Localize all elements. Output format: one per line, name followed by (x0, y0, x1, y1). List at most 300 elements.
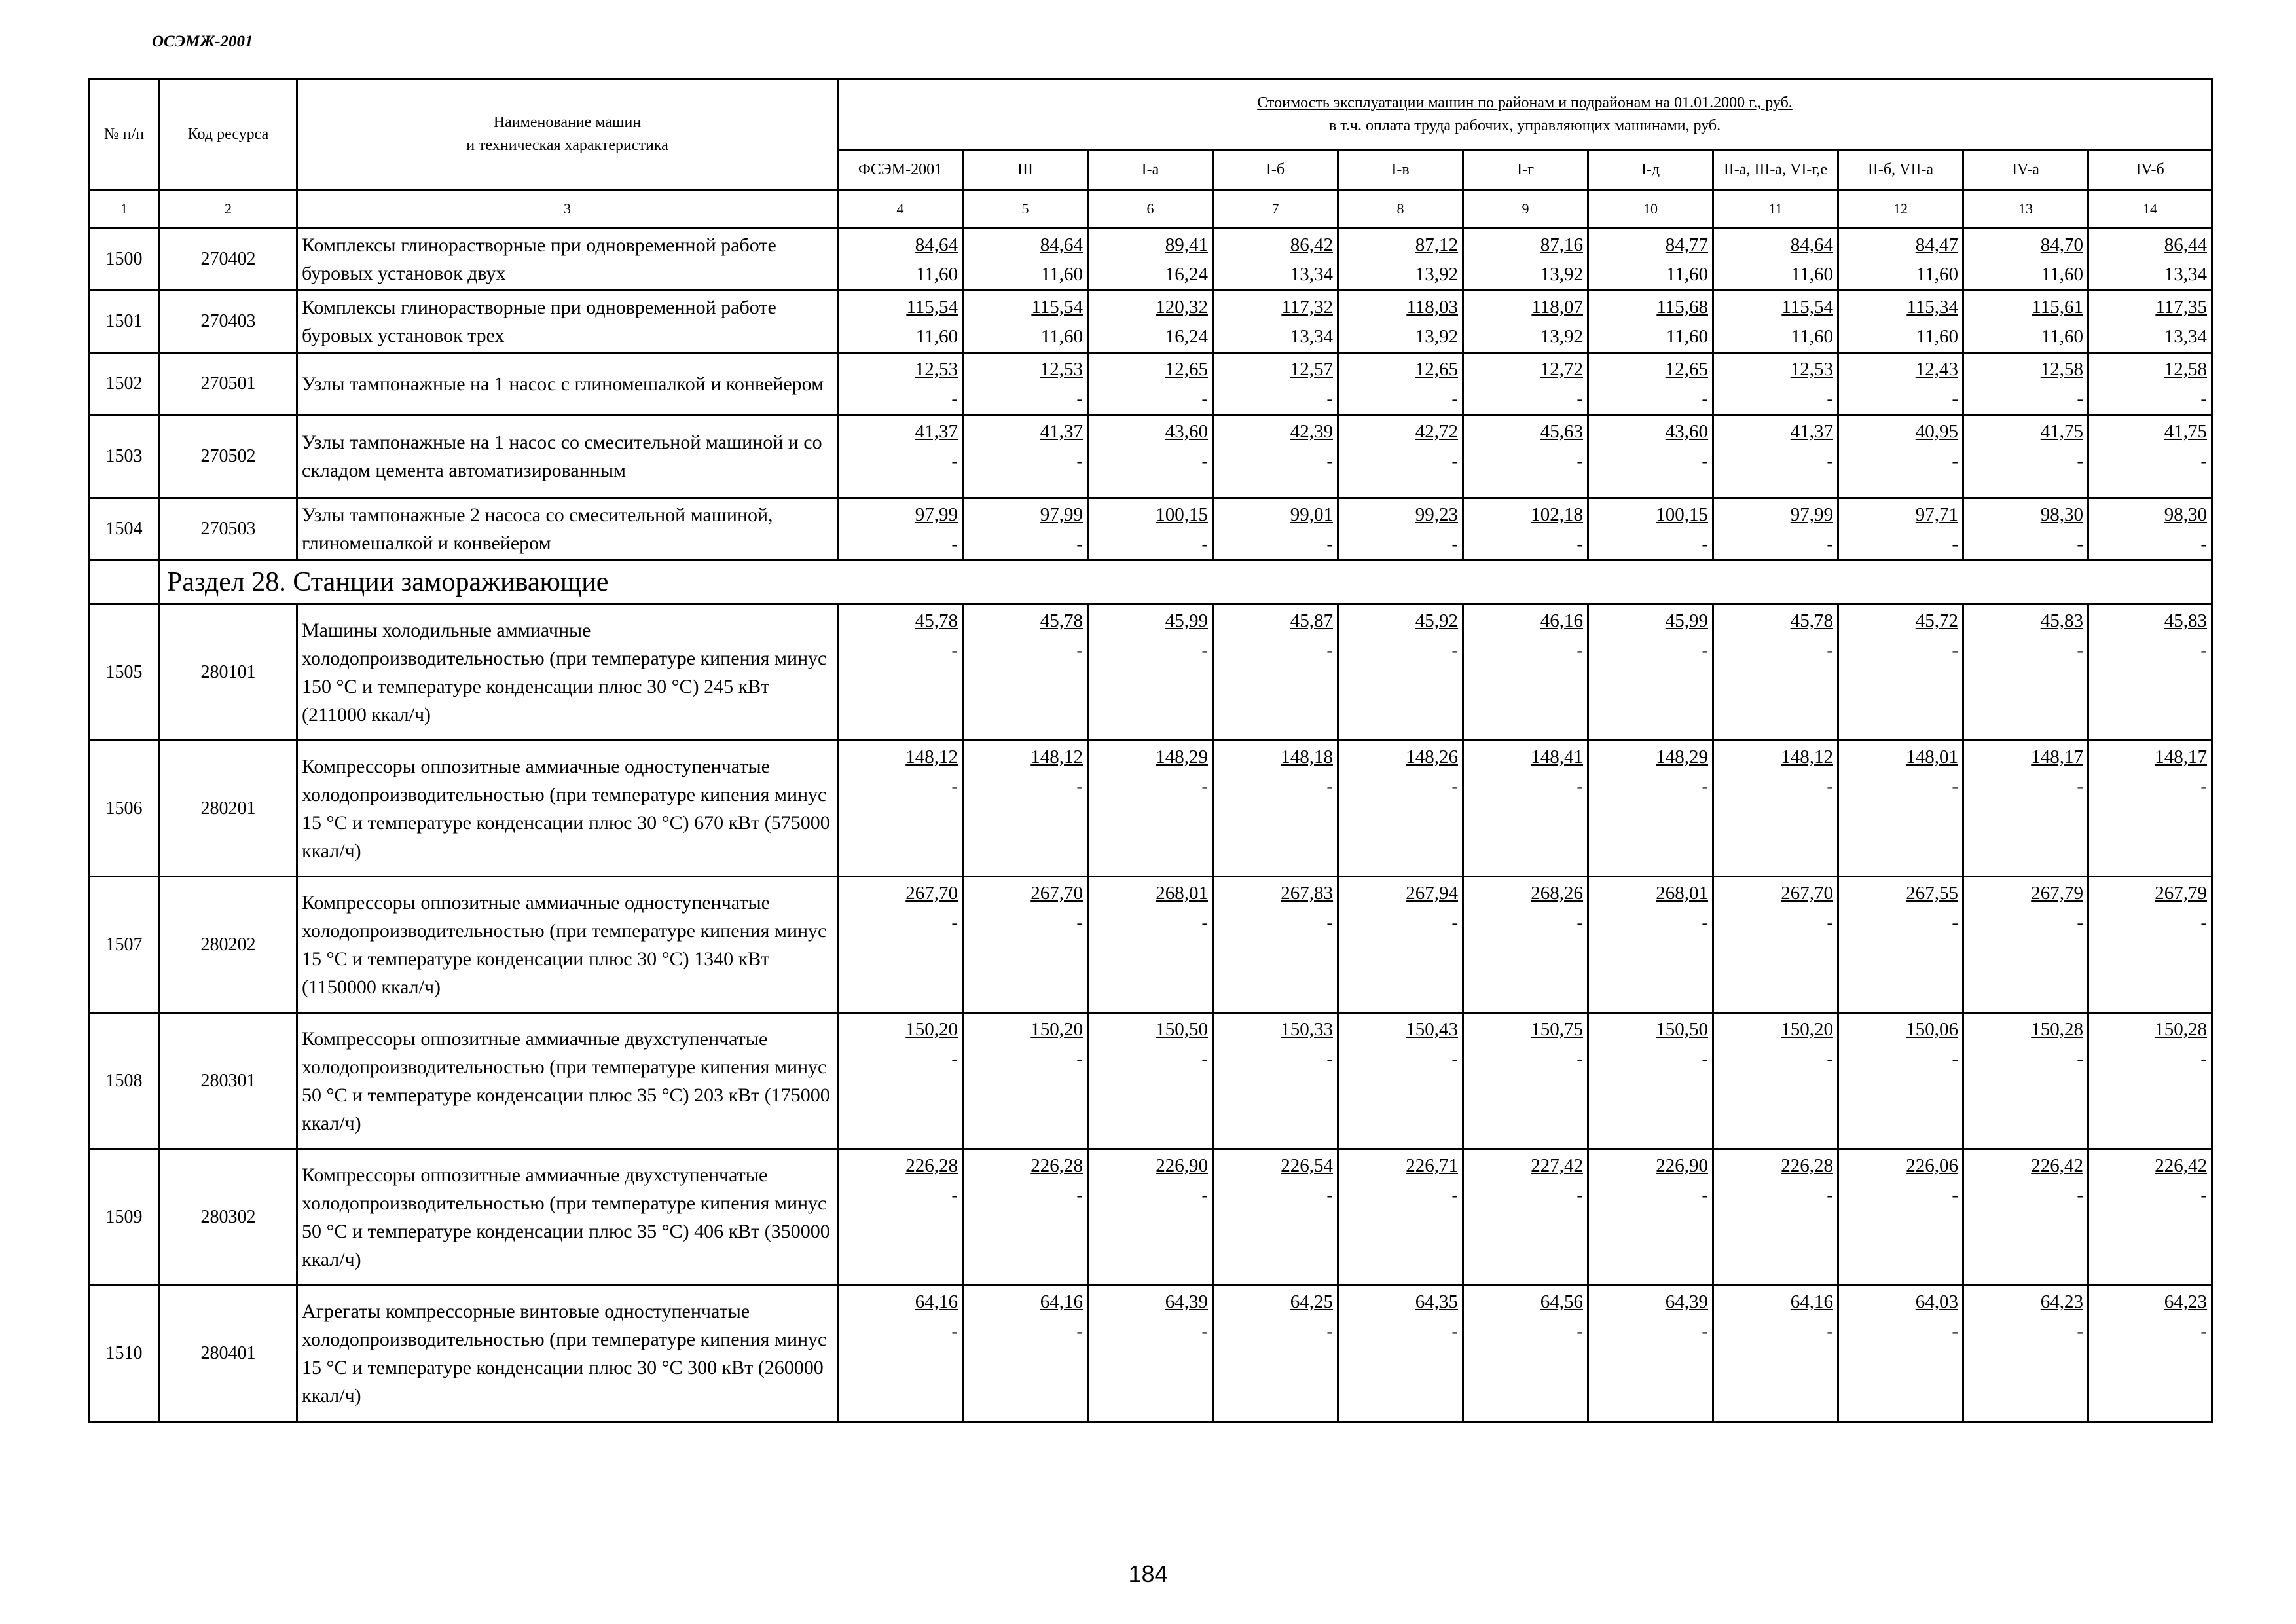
cost-cell (1463, 877, 1588, 1013)
resource-code: 270501 (160, 353, 297, 415)
header-no: № п/п (89, 79, 160, 190)
labor-cost-value: - (1576, 1048, 1583, 1069)
cost-value: 267,79 (2155, 883, 2208, 904)
cost-cell (1838, 877, 1963, 1013)
header-name-line1: Наименование машин (493, 114, 642, 132)
cost-cell (1588, 353, 1713, 415)
cost-value: 226,54 (1281, 1155, 1333, 1176)
document-code: ОСЭМЖ-2001 (152, 33, 253, 50)
cost-value: 64,23 (2040, 1291, 2083, 1312)
cost-value: 148,26 (1406, 747, 1458, 767)
labor-cost-value: - (1827, 912, 1833, 933)
cost-value: 226,90 (1656, 1155, 1708, 1176)
cost-cell (1713, 1285, 1838, 1422)
labor-cost-value: - (1201, 912, 1208, 933)
cost-cell (1088, 877, 1213, 1013)
cost-value: 64,25 (1290, 1291, 1333, 1312)
cost-cell (1088, 1285, 1213, 1422)
labor-cost-value: - (1201, 1321, 1208, 1342)
machine-name: Узлы тампонажные 2 насоса со смесительной машиной, глиномешалкой и конвейером (297, 498, 838, 561)
cost-cell (838, 741, 963, 877)
labor-cost-value: - (2077, 912, 2083, 933)
cost-value: 87,16 (1540, 234, 1583, 255)
cost-value: 97,99 (1040, 504, 1083, 525)
cost-value: 100,15 (1656, 504, 1708, 525)
cost-value: 115,34 (1906, 297, 1958, 318)
table-row (89, 604, 2212, 741)
cost-cell (1963, 291, 2088, 353)
cost-value: 41,75 (2164, 421, 2208, 442)
labor-cost-value: 11,60 (1666, 326, 1708, 347)
cost-value: 84,47 (1915, 234, 1958, 255)
resource-code: 280401 (160, 1285, 297, 1422)
cost-cell (2088, 229, 2212, 291)
resource-code: 280202 (160, 877, 297, 1013)
cost-cell (1463, 1285, 1588, 1422)
cost-value: 148,29 (1656, 747, 1708, 767)
cost-value: 150,33 (1281, 1019, 1333, 1040)
cost-cell (1838, 415, 1963, 498)
cost-cell (1338, 498, 1463, 561)
labor-cost-value: - (1576, 640, 1583, 661)
cost-value: 12,58 (2040, 359, 2083, 380)
cost-value: 148,12 (1030, 747, 1083, 767)
column-number: 8 (1338, 190, 1463, 229)
resource-code: 270503 (160, 498, 297, 561)
cost-cell (1338, 229, 1463, 291)
cost-value: 267,94 (1406, 883, 1458, 904)
labor-cost-value: - (1827, 451, 1833, 471)
table-row (89, 353, 2212, 415)
cost-value: 117,35 (2155, 297, 2208, 318)
cost-value: 118,03 (1406, 297, 1458, 318)
cost-cell (963, 291, 1088, 353)
labor-cost-value: - (1952, 1321, 1958, 1342)
row-number: 1504 (89, 498, 160, 561)
cost-cell (963, 1285, 1088, 1422)
cost-value: 115,68 (1656, 297, 1708, 318)
cost-cell (1213, 353, 1338, 415)
labor-cost-value: - (1201, 1185, 1208, 1206)
cost-value: 118,07 (1531, 297, 1583, 318)
cost-value: 268,01 (1656, 883, 1708, 904)
table-row (89, 415, 2212, 498)
labor-cost-value: - (951, 1185, 958, 1206)
cost-value: 98,30 (2040, 504, 2083, 525)
labor-cost-value: - (1827, 534, 1833, 555)
cost-value: 89,41 (1165, 234, 1208, 255)
cost-cell (1588, 229, 1713, 291)
labor-cost-value: - (1702, 912, 1708, 933)
region-header: I-д (1588, 150, 1713, 190)
labor-cost-value: - (1076, 776, 1083, 797)
labor-cost-value: - (1827, 388, 1833, 409)
cost-cell (1838, 229, 1963, 291)
cost-value: 45,72 (1915, 610, 1958, 631)
cost-cell (963, 877, 1088, 1013)
machine-name: Машины холодильные аммиачные холодопроизводительностью (при температуре кипения минус 150 °С и температуре конденсации плюс 30 °С) 245 кВт (211000 ккал/ч) (297, 604, 838, 741)
cost-cell (1338, 1149, 1463, 1285)
cost-value: 84,64 (1040, 234, 1083, 255)
cost-cell (963, 498, 1088, 561)
cost-cell (1963, 415, 2088, 498)
labor-cost-value: - (1702, 1048, 1708, 1069)
labor-cost-value: - (1326, 388, 1333, 409)
cost-cell (2088, 291, 2212, 353)
cost-cell (1838, 604, 1963, 741)
header-cost-title: Стоимость эксплуатации машин по районам и подрайонам на 01.01.2000 г., руб. (1257, 94, 1793, 111)
cost-cell (1963, 1149, 2088, 1285)
region-header: I-в (1338, 150, 1463, 190)
labor-cost-value: - (1576, 1185, 1583, 1206)
cost-cell (838, 604, 963, 741)
cost-cell (2088, 498, 2212, 561)
labor-cost-value: - (2077, 776, 2083, 797)
cost-value: 226,28 (1781, 1155, 1833, 1176)
cost-value: 84,77 (1665, 234, 1708, 255)
cost-value: 45,92 (1415, 610, 1458, 631)
cost-cell (1588, 604, 1713, 741)
cost-cell (1713, 498, 1838, 561)
region-header: II-б, VII-а (1838, 150, 1963, 190)
cost-value: 45,78 (915, 610, 958, 631)
column-number: 1 (89, 190, 160, 229)
labor-cost-value: 13,34 (2164, 264, 2208, 285)
cost-value: 150,06 (1906, 1019, 1958, 1040)
labor-cost-value: - (2200, 388, 2208, 409)
column-number: 12 (1838, 190, 1963, 229)
region-header: I-б (1213, 150, 1338, 190)
cost-value: 226,28 (905, 1155, 958, 1176)
machine-name: Компрессоры оппозитные аммиачные двухступенчатые холодопроизводительностью (при температуре кипения минус 50 °С и температуре конденсации плюс 35 °С) 406 кВт (350000 ккал/ч) (297, 1149, 838, 1285)
header-name (297, 79, 838, 190)
labor-cost-value: 11,60 (2041, 264, 2083, 285)
labor-cost-value: 11,60 (915, 326, 958, 347)
cost-cell (1088, 741, 1213, 877)
cost-value: 41,37 (915, 421, 958, 442)
labor-cost-value: - (1952, 388, 1958, 409)
labor-cost-value: - (1201, 640, 1208, 661)
cost-value: 267,70 (1781, 883, 1833, 904)
cost-cell (1463, 1013, 1588, 1149)
cost-value: 148,18 (1281, 747, 1333, 767)
labor-cost-value: - (2077, 1185, 2083, 1206)
row-number: 1508 (89, 1013, 160, 1149)
cost-cell (1588, 1013, 1713, 1149)
cost-cell (963, 1013, 1088, 1149)
cost-value: 117,32 (1281, 297, 1333, 318)
resource-code: 270402 (160, 229, 297, 291)
labor-cost-value: 13,92 (1540, 264, 1583, 285)
cost-value: 12,72 (1540, 359, 1583, 380)
cost-cell (1963, 1285, 2088, 1422)
cost-cell (1713, 229, 1838, 291)
cost-cell (2088, 1013, 2212, 1149)
labor-cost-value: - (1827, 1321, 1833, 1342)
cost-value: 12,65 (1665, 359, 1708, 380)
machine-cost-table (88, 78, 2213, 1423)
cost-cell (1213, 291, 1338, 353)
labor-cost-value: - (1702, 451, 1708, 471)
machine-name: Узлы тампонажные на 1 насос с глиномешалкой и конвейером (297, 353, 838, 415)
table-row (89, 1013, 2212, 1149)
cost-cell (1838, 1149, 1963, 1285)
cost-value: 99,01 (1290, 504, 1333, 525)
cost-value: 43,60 (1665, 421, 1708, 442)
cost-value: 12,53 (1040, 359, 1083, 380)
row-number: 1500 (89, 229, 160, 291)
cost-value: 41,37 (1040, 421, 1083, 442)
cost-cell (1963, 1013, 2088, 1149)
labor-cost-value: - (1952, 640, 1958, 661)
labor-cost-value: - (2200, 1185, 2208, 1206)
labor-cost-value: - (1952, 451, 1958, 471)
cost-value: 45,99 (1165, 610, 1208, 631)
labor-cost-value: - (1451, 776, 1458, 797)
cost-cell (1463, 229, 1588, 291)
resource-code: 270403 (160, 291, 297, 353)
machine-name: Компрессоры оппозитные аммиачные двухступенчатые холодопроизводительностью (при температуре кипения минус 50 °С и температуре конденсации плюс 35 °С) 203 кВт (175000 ккал/ч) (297, 1013, 838, 1149)
labor-cost-value: - (1702, 534, 1708, 555)
cost-value: 45,83 (2164, 610, 2208, 631)
labor-cost-value: - (951, 776, 958, 797)
cost-cell (838, 229, 963, 291)
labor-cost-value: - (1326, 776, 1333, 797)
section-blank-cell (89, 561, 160, 604)
cost-cell (1588, 498, 1713, 561)
column-number-row (89, 190, 2212, 229)
cost-cell (1713, 353, 1838, 415)
labor-cost-value: - (1451, 534, 1458, 555)
cost-cell (1338, 291, 1463, 353)
cost-cell (1213, 498, 1338, 561)
header-name-line2: и техническая характеристика (466, 137, 668, 154)
region-header: III (963, 150, 1088, 190)
table-row (89, 877, 2212, 1013)
cost-value: 46,16 (1540, 610, 1583, 631)
cost-value: 84,64 (1790, 234, 1833, 255)
row-number: 1509 (89, 1149, 160, 1285)
cost-cell (1713, 1013, 1838, 1149)
column-number: 9 (1463, 190, 1588, 229)
labor-cost-value: - (1702, 640, 1708, 661)
cost-cell (1088, 291, 1213, 353)
cost-cell (1088, 353, 1213, 415)
labor-cost-value: - (951, 388, 958, 409)
labor-cost-value: 13,92 (1415, 264, 1458, 285)
column-number: 10 (1588, 190, 1713, 229)
cost-value: 268,26 (1531, 883, 1583, 904)
cost-value: 12,53 (1790, 359, 1833, 380)
labor-cost-value: - (1827, 1048, 1833, 1069)
row-number: 1503 (89, 415, 160, 498)
cost-cell (1213, 1285, 1338, 1422)
cost-cell (1588, 291, 1713, 353)
cost-value: 226,42 (2031, 1155, 2083, 1176)
labor-cost-value: - (1076, 1048, 1083, 1069)
cost-value: 86,42 (1290, 234, 1333, 255)
labor-cost-value: 11,60 (1040, 326, 1083, 347)
region-header: I-г (1463, 150, 1588, 190)
cost-cell (963, 229, 1088, 291)
cost-value: 64,39 (1165, 1291, 1208, 1312)
labor-cost-value: - (1326, 1048, 1333, 1069)
labor-cost-value: 11,60 (1040, 264, 1083, 285)
cost-cell (838, 353, 963, 415)
labor-cost-value: - (1326, 1185, 1333, 1206)
cost-cell (1588, 741, 1713, 877)
cost-value: 45,78 (1790, 610, 1833, 631)
cost-value: 226,06 (1906, 1155, 1958, 1176)
cost-cell (1838, 291, 1963, 353)
column-number: 14 (2088, 190, 2212, 229)
cost-cell (1213, 1149, 1338, 1285)
labor-cost-value: - (1827, 776, 1833, 797)
cost-value: 150,43 (1406, 1019, 1458, 1040)
cost-value: 150,50 (1156, 1019, 1208, 1040)
cost-cell (1838, 353, 1963, 415)
cost-value: 150,20 (905, 1019, 958, 1040)
labor-cost-value: - (1576, 912, 1583, 933)
cost-cell (1838, 1013, 1963, 1149)
cost-value: 150,75 (1531, 1019, 1583, 1040)
cost-cell (2088, 415, 2212, 498)
machine-name: Компрессоры оппозитные аммиачные одноступенчатые холодопроизводительностью (при температуре кипения минус 15 °С и температуре конденсации плюс 30 °С) 670 кВт (575000 ккал/ч) (297, 741, 838, 877)
labor-cost-value: 11,60 (1791, 326, 1833, 347)
labor-cost-value: - (2077, 451, 2083, 471)
cost-value: 267,79 (2031, 883, 2083, 904)
cost-cell (1213, 1013, 1338, 1149)
labor-cost-value: - (1576, 534, 1583, 555)
cost-value: 226,28 (1030, 1155, 1083, 1176)
labor-cost-value: 11,60 (915, 264, 958, 285)
labor-cost-value: - (2077, 388, 2083, 409)
labor-cost-value: - (1201, 534, 1208, 555)
labor-cost-value: - (951, 534, 958, 555)
cost-value: 102,18 (1531, 504, 1583, 525)
labor-cost-value: 13,92 (1540, 326, 1583, 347)
labor-cost-value: - (2200, 1048, 2208, 1069)
cost-cell (838, 1013, 963, 1149)
labor-cost-value: - (1952, 1185, 1958, 1206)
cost-value: 150,20 (1781, 1019, 1833, 1040)
column-number: 6 (1088, 190, 1213, 229)
cost-value: 268,01 (1156, 883, 1208, 904)
resource-code: 280302 (160, 1149, 297, 1285)
cost-value: 84,64 (915, 234, 958, 255)
labor-cost-value: - (2200, 640, 2208, 661)
cost-cell (838, 498, 963, 561)
cost-value: 64,03 (1915, 1291, 1958, 1312)
labor-cost-value: - (951, 451, 958, 471)
labor-cost-value: - (2200, 451, 2208, 471)
labor-cost-value: - (1576, 776, 1583, 797)
page-number: 184 (1128, 1560, 1168, 1587)
cost-value: 64,16 (915, 1291, 958, 1312)
column-number: 13 (1963, 190, 2088, 229)
cost-cell (1713, 415, 1838, 498)
labor-cost-value: 13,92 (1415, 326, 1458, 347)
labor-cost-value: - (1326, 640, 1333, 661)
labor-cost-value: - (1576, 451, 1583, 471)
machine-name: Агрегаты компрессорные винтовые одноступенчатые холодопроизводительностью (при температуре кипения минус 15 °С и температуре конденсации плюс 30 °С 300 кВт (260000 ккал/ч) (297, 1285, 838, 1422)
labor-cost-value: - (1076, 912, 1083, 933)
column-number: 3 (297, 190, 838, 229)
table-row (89, 291, 2212, 353)
labor-cost-value: - (1576, 388, 1583, 409)
machine-name: Комплексы глинорастворные при одновременной работе буровых установок двух (297, 229, 838, 291)
cost-value: 64,16 (1790, 1291, 1833, 1312)
cost-cell (2088, 741, 2212, 877)
cost-cell (838, 291, 963, 353)
cost-cell (1338, 1285, 1463, 1422)
cost-value: 84,70 (2040, 234, 2083, 255)
cost-value: 97,99 (915, 504, 958, 525)
cost-cell (838, 877, 963, 1013)
column-number: 5 (963, 190, 1088, 229)
cost-value: 86,44 (2164, 234, 2208, 255)
cost-value: 120,32 (1156, 297, 1208, 318)
cost-cell (1463, 353, 1588, 415)
labor-cost-value: 13,34 (1290, 264, 1333, 285)
labor-cost-value: - (1076, 451, 1083, 471)
labor-cost-value: - (1702, 776, 1708, 797)
labor-cost-value: - (951, 912, 958, 933)
labor-cost-value: 11,60 (1666, 264, 1708, 285)
cost-value: 45,99 (1665, 610, 1708, 631)
labor-cost-value: - (2077, 1048, 2083, 1069)
cost-cell (838, 415, 963, 498)
labor-cost-value: - (1076, 534, 1083, 555)
cost-cell (1588, 877, 1713, 1013)
row-number: 1507 (89, 877, 160, 1013)
cost-cell (1213, 877, 1338, 1013)
labor-cost-value: - (1076, 640, 1083, 661)
region-header: IV-а (1963, 150, 2088, 190)
cost-cell (1963, 877, 2088, 1013)
cost-value: 97,71 (1915, 504, 1958, 525)
region-header: IV-б (2088, 150, 2212, 190)
cost-cell (1463, 741, 1588, 877)
labor-cost-value: - (1201, 451, 1208, 471)
cost-value: 148,17 (2031, 747, 2083, 767)
cost-cell (1338, 353, 1463, 415)
cost-cell (1338, 877, 1463, 1013)
table-row (89, 741, 2212, 877)
cost-value: 99,23 (1415, 504, 1458, 525)
section-row (89, 561, 2212, 604)
cost-value: 226,71 (1406, 1155, 1458, 1176)
cost-value: 45,83 (2040, 610, 2083, 631)
cost-cell (1213, 229, 1338, 291)
table-row (89, 498, 2212, 561)
cost-value: 12,65 (1165, 359, 1208, 380)
table-row (89, 229, 2212, 291)
row-number: 1502 (89, 353, 160, 415)
row-number: 1501 (89, 291, 160, 353)
labor-cost-value: - (1076, 1321, 1083, 1342)
cost-cell (1463, 291, 1588, 353)
labor-cost-value: - (2200, 776, 2208, 797)
labor-cost-value: 16,24 (1165, 326, 1208, 347)
labor-cost-value: - (1952, 912, 1958, 933)
cost-cell (1838, 1285, 1963, 1422)
cost-cell (1713, 291, 1838, 353)
machine-name: Узлы тампонажные на 1 насос со смесительной машиной и со складом цемента автоматизированным (297, 415, 838, 498)
cost-cell (1338, 604, 1463, 741)
cost-value: 42,39 (1290, 421, 1333, 442)
cost-value: 12,43 (1915, 359, 1958, 380)
